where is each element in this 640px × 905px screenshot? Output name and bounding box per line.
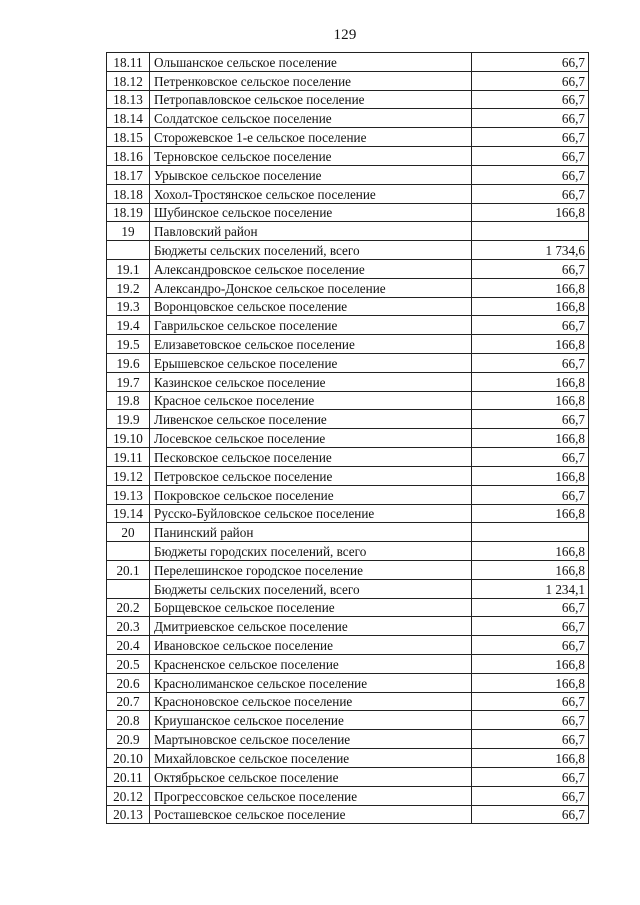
settlement-name-cell: Краснолиманское сельское поселение xyxy=(150,673,472,692)
amount-cell: 66,7 xyxy=(472,598,589,617)
row-number-cell: 18.17 xyxy=(107,165,150,184)
row-number-cell: 20.3 xyxy=(107,617,150,636)
table-row xyxy=(107,203,589,222)
amount-cell: 66,7 xyxy=(472,128,589,147)
settlement-name-cell: Ливенское сельское поселение xyxy=(150,410,472,429)
amount-cell: 1 734,6 xyxy=(472,241,589,260)
table-row xyxy=(107,711,589,730)
amount-cell: 66,7 xyxy=(472,53,589,72)
row-number-cell: 20.2 xyxy=(107,598,150,617)
amount-cell: 66,7 xyxy=(472,184,589,203)
settlement-name-cell: Бюджеты сельских поселений, всего xyxy=(150,579,472,598)
amount-cell: 66,7 xyxy=(472,636,589,655)
row-number-cell: 19.14 xyxy=(107,504,150,523)
row-number-cell: 18.15 xyxy=(107,128,150,147)
table-row xyxy=(107,579,589,598)
settlement-name-cell: Хохол-Тростянское сельское поселение xyxy=(150,184,472,203)
table-row xyxy=(107,560,589,579)
settlement-name-cell: Мартыновское сельское поселение xyxy=(150,730,472,749)
table-row xyxy=(107,184,589,203)
table-row xyxy=(107,372,589,391)
table-row xyxy=(107,222,589,241)
row-number-cell xyxy=(107,241,150,260)
amount-cell: 66,7 xyxy=(472,786,589,805)
table-row xyxy=(107,786,589,805)
table-row xyxy=(107,165,589,184)
settlement-name-cell: Михайловское сельское поселение xyxy=(150,749,472,768)
row-number-cell xyxy=(107,579,150,598)
row-number-cell: 19.1 xyxy=(107,259,150,278)
row-number-cell: 19.7 xyxy=(107,372,150,391)
settlement-name-cell: Ерышевское сельское поселение xyxy=(150,354,472,373)
settlement-name-cell: Перелешинское городское поселение xyxy=(150,560,472,579)
row-number-cell: 20.9 xyxy=(107,730,150,749)
row-number-cell: 19.5 xyxy=(107,335,150,354)
table-row xyxy=(107,147,589,166)
table-row xyxy=(107,448,589,467)
table-row xyxy=(107,241,589,260)
budget-table xyxy=(106,52,589,824)
row-number-cell: 19.4 xyxy=(107,316,150,335)
table-row xyxy=(107,655,589,674)
amount-cell: 66,7 xyxy=(472,259,589,278)
page-number: 129 xyxy=(333,27,357,43)
table-row xyxy=(107,466,589,485)
amount-cell: 66,7 xyxy=(472,485,589,504)
amount-cell xyxy=(472,222,589,241)
table-row xyxy=(107,128,589,147)
table-row xyxy=(107,749,589,768)
amount-cell: 66,7 xyxy=(472,316,589,335)
table-row xyxy=(107,485,589,504)
table-row xyxy=(107,259,589,278)
settlement-name-cell: Красное сельское поселение xyxy=(150,391,472,410)
row-number-cell: 18.18 xyxy=(107,184,150,203)
row-number-cell: 20.13 xyxy=(107,805,150,824)
amount-cell: 66,7 xyxy=(472,354,589,373)
row-number-cell: 19.8 xyxy=(107,391,150,410)
amount-cell: 166,8 xyxy=(472,391,589,410)
settlement-name-cell: Красноновское сельское поселение xyxy=(150,692,472,711)
amount-cell: 166,8 xyxy=(472,655,589,674)
table-row xyxy=(107,636,589,655)
settlement-name-cell: Александро-Донское сельское поселение xyxy=(150,278,472,297)
table-row xyxy=(107,617,589,636)
amount-cell: 66,7 xyxy=(472,71,589,90)
settlement-name-cell: Русско-Буйловское сельское поселение xyxy=(150,504,472,523)
table-row xyxy=(107,730,589,749)
amount-cell: 66,7 xyxy=(472,805,589,824)
amount-cell: 66,7 xyxy=(472,165,589,184)
settlement-name-cell: Гаврильское сельское поселение xyxy=(150,316,472,335)
settlement-name-cell: Елизаветовское сельское поселение xyxy=(150,335,472,354)
table-row xyxy=(107,504,589,523)
settlement-name-cell: Бюджеты сельских поселений, всего xyxy=(150,241,472,260)
row-number-cell: 19.11 xyxy=(107,448,150,467)
table-row xyxy=(107,53,589,72)
settlement-name-cell: Воронцовское сельское поселение xyxy=(150,297,472,316)
table-row xyxy=(107,692,589,711)
amount-cell: 66,7 xyxy=(472,711,589,730)
table-row xyxy=(107,316,589,335)
table-row xyxy=(107,410,589,429)
row-number-cell: 20.8 xyxy=(107,711,150,730)
table-row xyxy=(107,278,589,297)
settlement-name-cell: Сторожевское 1-е сельское поселение xyxy=(150,128,472,147)
settlement-name-cell: Панинский район xyxy=(150,523,472,542)
settlement-name-cell: Петровское сельское поселение xyxy=(150,466,472,485)
table-row xyxy=(107,673,589,692)
amount-cell: 66,7 xyxy=(472,767,589,786)
amount-cell: 166,8 xyxy=(472,278,589,297)
table-row xyxy=(107,90,589,109)
amount-cell: 166,8 xyxy=(472,335,589,354)
row-number-cell: 20.4 xyxy=(107,636,150,655)
row-number-cell: 20.1 xyxy=(107,560,150,579)
table-row xyxy=(107,109,589,128)
table-row xyxy=(107,429,589,448)
table-row xyxy=(107,391,589,410)
row-number-cell: 19.3 xyxy=(107,297,150,316)
amount-cell: 66,7 xyxy=(472,90,589,109)
amount-cell: 66,7 xyxy=(472,692,589,711)
settlement-name-cell: Прогрессовское сельское поселение xyxy=(150,786,472,805)
settlement-name-cell: Солдатское сельское поселение xyxy=(150,109,472,128)
settlement-name-cell: Дмитриевское сельское поселение xyxy=(150,617,472,636)
amount-cell: 166,8 xyxy=(472,466,589,485)
settlement-name-cell: Терновское сельское поселение xyxy=(150,147,472,166)
row-number-cell: 19.12 xyxy=(107,466,150,485)
amount-cell: 166,8 xyxy=(472,203,589,222)
row-number-cell: 18.16 xyxy=(107,147,150,166)
amount-cell: 166,8 xyxy=(472,560,589,579)
settlement-name-cell: Борщевское сельское поселение xyxy=(150,598,472,617)
settlement-name-cell: Песковское сельское поселение xyxy=(150,448,472,467)
amount-cell: 66,7 xyxy=(472,730,589,749)
row-number-cell: 18.11 xyxy=(107,53,150,72)
table-row xyxy=(107,354,589,373)
row-number-cell: 20.7 xyxy=(107,692,150,711)
row-number-cell: 18.19 xyxy=(107,203,150,222)
settlement-name-cell: Покровское сельское поселение xyxy=(150,485,472,504)
settlement-name-cell: Бюджеты городских поселений, всего xyxy=(150,542,472,561)
amount-cell: 166,8 xyxy=(472,673,589,692)
row-number-cell: 20.11 xyxy=(107,767,150,786)
row-number-cell: 19.9 xyxy=(107,410,150,429)
amount-cell: 66,7 xyxy=(472,109,589,128)
row-number-cell: 19.13 xyxy=(107,485,150,504)
amount-cell: 166,8 xyxy=(472,297,589,316)
table-row xyxy=(107,542,589,561)
settlement-name-cell: Ивановское сельское поселение xyxy=(150,636,472,655)
table-row xyxy=(107,71,589,90)
amount-cell: 66,7 xyxy=(472,410,589,429)
settlement-name-cell: Урывское сельское поселение xyxy=(150,165,472,184)
table-row xyxy=(107,297,589,316)
settlement-name-cell: Шубинское сельское поселение xyxy=(150,203,472,222)
row-number-cell: 18.12 xyxy=(107,71,150,90)
settlement-name-cell: Александровское сельское поселение xyxy=(150,259,472,278)
settlement-name-cell: Петропавловское сельское поселение xyxy=(150,90,472,109)
table-row xyxy=(107,805,589,824)
row-number-cell: 19 xyxy=(107,222,150,241)
row-number-cell: 18.14 xyxy=(107,109,150,128)
table-body xyxy=(107,53,589,824)
amount-cell: 66,7 xyxy=(472,448,589,467)
row-number-cell: 20 xyxy=(107,523,150,542)
settlement-name-cell: Росташевское сельское поселение xyxy=(150,805,472,824)
row-number-cell: 20.10 xyxy=(107,749,150,768)
amount-cell: 166,8 xyxy=(472,542,589,561)
settlement-name-cell: Казинское сельское поселение xyxy=(150,372,472,391)
row-number-cell: 19.10 xyxy=(107,429,150,448)
settlement-name-cell: Павловский район xyxy=(150,222,472,241)
amount-cell: 66,7 xyxy=(472,617,589,636)
settlement-name-cell: Октябрьское сельское поселение xyxy=(150,767,472,786)
row-number-cell: 20.5 xyxy=(107,655,150,674)
amount-cell: 166,8 xyxy=(472,429,589,448)
settlement-name-cell: Красненское сельское поселение xyxy=(150,655,472,674)
amount-cell xyxy=(472,523,589,542)
settlement-name-cell: Петренковское сельское поселение xyxy=(150,71,472,90)
row-number-cell xyxy=(107,542,150,561)
amount-cell: 166,8 xyxy=(472,504,589,523)
amount-cell: 66,7 xyxy=(472,147,589,166)
table-row xyxy=(107,523,589,542)
row-number-cell: 20.6 xyxy=(107,673,150,692)
row-number-cell: 20.12 xyxy=(107,786,150,805)
row-number-cell: 19.2 xyxy=(107,278,150,297)
row-number-cell: 19.6 xyxy=(107,354,150,373)
table-row xyxy=(107,598,589,617)
table-row xyxy=(107,335,589,354)
amount-cell: 166,8 xyxy=(472,372,589,391)
settlement-name-cell: Лосевское сельское поселение xyxy=(150,429,472,448)
row-number-cell: 18.13 xyxy=(107,90,150,109)
amount-cell: 166,8 xyxy=(472,749,589,768)
settlement-name-cell: Ольшанское сельское поселение xyxy=(150,53,472,72)
table-row xyxy=(107,767,589,786)
amount-cell: 1 234,1 xyxy=(472,579,589,598)
settlement-name-cell: Криушанское сельское поселение xyxy=(150,711,472,730)
